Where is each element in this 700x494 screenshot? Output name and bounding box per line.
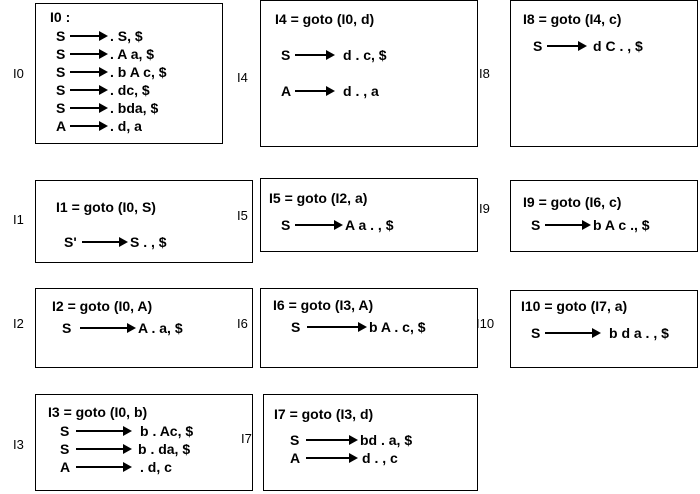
item-row: [56, 28, 143, 44]
item-lhs: S': [64, 234, 77, 250]
state-box-i10: [510, 290, 698, 368]
state-label-i0: I0: [13, 66, 24, 81]
arrow-icon: [295, 86, 335, 96]
state-label-i2: I2: [13, 316, 24, 331]
state-box-i1: [35, 180, 253, 263]
item-rhs: b A . c, $: [369, 319, 426, 335]
item-rhs: d . , c: [362, 450, 398, 466]
state-label-i6: I6: [237, 316, 248, 331]
item-lhs: A: [60, 459, 71, 475]
item-row: [56, 100, 158, 116]
arrow-icon: [76, 444, 132, 454]
item-row: [60, 441, 190, 457]
item-lhs: S: [281, 217, 291, 233]
arrow-icon: [307, 322, 367, 332]
arrow-icon: [70, 85, 108, 95]
state-label-i7: I7: [241, 431, 252, 446]
state-label-i4: I4: [237, 70, 248, 85]
item-rhs: . A a, $: [110, 46, 155, 62]
item-rhs: A a . , $: [345, 217, 394, 233]
state-box-i7: [263, 394, 478, 491]
state-box-i0: [35, 3, 223, 144]
arrow-icon: [76, 426, 132, 436]
arrow-icon: [70, 49, 108, 59]
state-label-i8: I8: [479, 66, 490, 81]
arrow-icon: [306, 453, 358, 463]
state-title: I4 = goto (I0, d): [275, 11, 375, 27]
item-row: [56, 118, 142, 134]
item-row: [531, 217, 650, 233]
item-lhs: A: [56, 118, 67, 134]
item-rhs: b . da, $: [138, 441, 191, 457]
item-row: [281, 217, 394, 233]
state-title: I0 :: [50, 9, 71, 25]
item-rhs: . d, a: [110, 118, 142, 134]
state-title: I5 = goto (I2, a): [269, 190, 368, 206]
arrow-icon: [80, 323, 136, 333]
item-row: [291, 319, 426, 335]
item-row: [60, 459, 172, 475]
arrow-icon: [306, 435, 358, 445]
state-title: I3 = goto (I0, b): [48, 404, 148, 420]
item-row: [64, 234, 167, 250]
state-box-i6: [260, 288, 478, 368]
state-label-i3: I3: [13, 437, 24, 452]
item-rhs: b d a . , $: [609, 325, 669, 341]
item-row: [60, 423, 193, 439]
state-box-i4: [260, 0, 478, 147]
arrow-icon: [70, 67, 108, 77]
state-title: I6 = goto (I3, A): [273, 297, 374, 313]
arrow-icon: [82, 237, 128, 247]
item-rhs: b . Ac, $: [140, 423, 194, 439]
item-row: [56, 64, 167, 80]
item-lhs: S: [531, 217, 541, 233]
arrow-icon: [70, 121, 108, 131]
item-rhs: . S, $: [110, 28, 143, 44]
item-rhs: bd . a, $: [360, 432, 413, 448]
state-box-i5: [260, 178, 478, 252]
item-rhs: . d, c: [140, 459, 172, 475]
arrow-icon: [76, 462, 132, 472]
item-lhs: A: [281, 83, 292, 99]
item-lhs: S: [62, 320, 72, 336]
item-rhs: d . , a: [343, 83, 379, 99]
state-label-i1: I1: [13, 212, 24, 227]
state-title: I10 = goto (I7, a): [521, 298, 628, 314]
item-lhs: S: [290, 432, 300, 448]
item-row: [281, 47, 387, 63]
state-box-i2: [35, 288, 253, 368]
state-title: I2 = goto (I0, A): [52, 298, 153, 314]
item-lhs: S: [531, 325, 541, 341]
item-row: [533, 38, 643, 54]
item-lhs: S: [291, 319, 301, 335]
state-box-i3: [35, 394, 253, 491]
state-title: I7 = goto (I3, d): [274, 406, 374, 422]
state-label-i10: I10: [476, 316, 495, 331]
item-row: [56, 46, 154, 62]
item-rhs: d . c, $: [343, 47, 387, 63]
item-row: [56, 82, 150, 98]
item-lhs: S: [533, 38, 543, 54]
item-lhs: S: [60, 423, 70, 439]
arrow-icon: [547, 41, 587, 51]
item-row: [281, 83, 379, 99]
item-lhs: S: [56, 64, 66, 80]
item-lhs: S: [56, 28, 66, 44]
item-row: [531, 325, 669, 341]
item-rhs: . bda, $: [110, 100, 159, 116]
arrow-icon: [70, 31, 108, 41]
item-rhs: S . , $: [130, 234, 167, 250]
item-lhs: S: [281, 47, 291, 63]
item-lhs: A: [290, 450, 301, 466]
item-row: [290, 432, 412, 448]
item-rhs: . dc, $: [110, 82, 150, 98]
arrow-icon: [545, 328, 601, 338]
state-label-i5: I5: [237, 208, 248, 223]
state-title: I1 = goto (I0, S): [56, 199, 156, 215]
item-lhs: S: [56, 82, 66, 98]
arrow-icon: [295, 50, 335, 60]
item-row: [290, 450, 398, 466]
item-rhs: A . a, $: [138, 320, 183, 336]
item-rhs: d C . , $: [593, 38, 643, 54]
arrow-icon: [70, 103, 108, 113]
state-box-i9: [510, 180, 698, 252]
item-row: [62, 320, 183, 336]
item-lhs: S: [60, 441, 70, 457]
item-lhs: S: [56, 100, 66, 116]
state-title: I9 = goto (I6, c): [523, 194, 622, 210]
arrow-icon: [545, 220, 591, 230]
state-label-i9: I9: [479, 201, 490, 216]
item-rhs: . b A c, $: [110, 64, 167, 80]
arrow-icon: [295, 220, 343, 230]
item-rhs: b A c ., $: [593, 217, 650, 233]
state-title: I8 = goto (I4, c): [523, 11, 622, 27]
item-lhs: S: [56, 46, 66, 62]
state-box-i8: [510, 0, 698, 147]
